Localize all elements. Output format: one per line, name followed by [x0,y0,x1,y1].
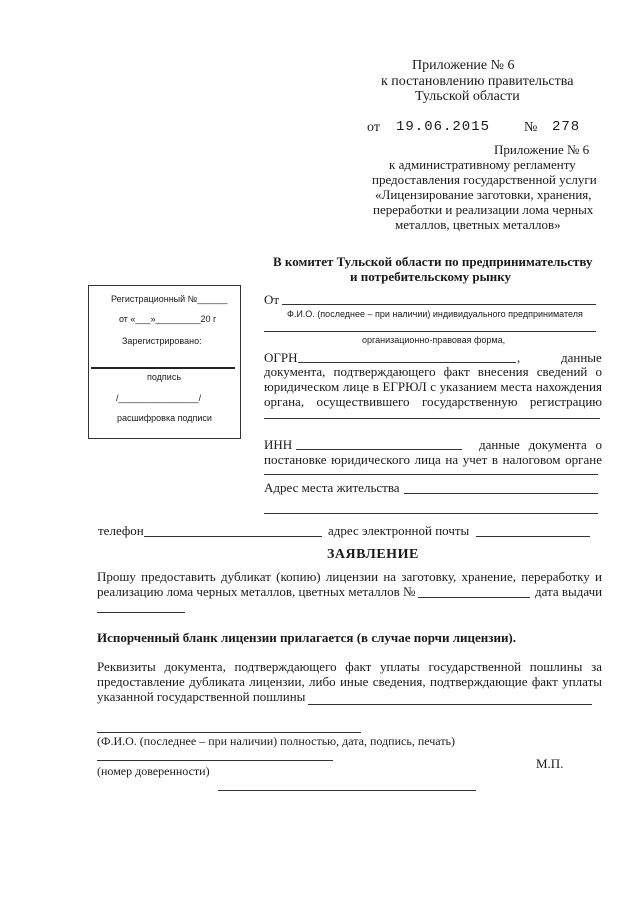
resolution-number: 278 [552,119,581,135]
address-input-line[interactable] [404,493,598,494]
header-resolution-line: к постановлению правительства [381,74,574,89]
regulation-line-5: переработки и реализации лома черных [373,202,594,217]
address-label: Адрес места жительства [264,480,400,495]
regulation-appendix-title: Приложение № 6 [494,142,590,157]
addressee-line-1: В комитет Тульской области по предпринимательству [273,254,593,269]
damaged-license-note: Испорченный бланк лицензии прилагается (в случае порчи лицензии). [97,630,517,645]
header-appendix-title: Приложение № 6 [412,58,515,73]
number-prefix: № [524,120,538,135]
ogrn-desc-line-3: юридическом лице в ЕГРЮЛ с указанием места нахождения [264,379,602,394]
email-input-line[interactable] [476,536,590,537]
registration-date-field: от «___»_________20 г [119,314,217,324]
fee-line-1: Реквизиты документа, подтверждающего факт уплаты государственной пошлины за [97,659,602,674]
ogrn-tail: данные [561,350,602,365]
ogrn-desc-line-2: документа, подтверждающего факт внесения сведений о [264,364,602,379]
inn-desc-line-2: постановке юридического лица на учет в налоговом органе [264,452,602,467]
email-label: адрес электронной почты [328,523,470,538]
tax-authority-line[interactable] [264,474,598,475]
ogrn-label: ОГРН [264,350,298,365]
resolution-date: 19.06.2015 [396,119,491,135]
bottom-line[interactable] [218,790,476,791]
org-input-line[interactable] [264,331,596,332]
issue-date-label: дата выдачи [535,584,603,599]
header-region-line: Тульской области [415,89,520,104]
issue-date-line[interactable] [97,612,185,613]
ogrn-comma: , [517,350,521,365]
ogrn-desc-line-4: органа, осуществившего государственную регистрацию [264,394,602,409]
regulation-line-2: к административному регламенту [389,157,576,172]
date-prefix: от [367,120,380,135]
seal-place-label: М.П. [536,756,564,771]
decoding-caption: расшифровка подписи [117,413,212,423]
from-label: От [264,292,280,307]
inn-input-line[interactable] [296,449,462,450]
regulation-line-3: предоставления государственной услуги [372,172,597,187]
org-form-caption: организационно-правовая форма, [362,335,506,345]
registered-label: Зарегистрировано: [122,336,202,346]
statement-title: ЗАЯВЛЕНИЕ [327,547,419,562]
signature-caption: подпись [147,372,182,382]
statement-line-2: реализацию лома черных металлов, цветных металлов № [97,584,416,599]
inn-tail: данные документа о [479,437,602,452]
regulation-line-4: «Лицензирование заготовки, хранения, [375,187,592,202]
license-number-line[interactable] [418,597,530,598]
regulation-line-6: металлов, цветных металлов» [395,217,561,232]
registration-box [88,285,241,439]
signature-input-line[interactable] [97,732,361,733]
addressee-line-2: и потребительскому рынку [350,269,512,284]
fio-caption: Ф.И.О. (последнее – при наличии) индивидуального предпринимателя [287,309,583,319]
fee-line-2: предоставление дубликата лицензии, либо иные сведения, подтверждающие факт уплаты [97,674,602,689]
signature-line [91,367,235,369]
phone-label: телефон [98,523,144,538]
fee-input-line[interactable] [308,704,592,705]
address-extra-line[interactable] [264,513,598,514]
phone-input-line[interactable] [144,536,322,537]
power-of-attorney-caption: (номер доверенности) [97,764,210,778]
decoding-line: /________________/ [116,393,202,403]
from-input-line[interactable] [282,304,596,305]
power-of-attorney-line[interactable] [97,760,333,761]
fee-line-3: указанной государственной пошлины [97,689,306,704]
registration-number-field: Регистрационный №______ [111,294,228,304]
inn-label: ИНН [264,437,293,452]
statement-line-1: Прошу предоставить дубликат (копию) лицензии на заготовку, хранение, переработку и [97,569,602,584]
ogrn-input-line[interactable] [298,362,516,363]
fio-sign-caption: (Ф.И.О. (последнее – при наличии) полностью, дата, подпись, печать) [97,734,456,748]
registration-authority-line[interactable] [264,418,600,419]
